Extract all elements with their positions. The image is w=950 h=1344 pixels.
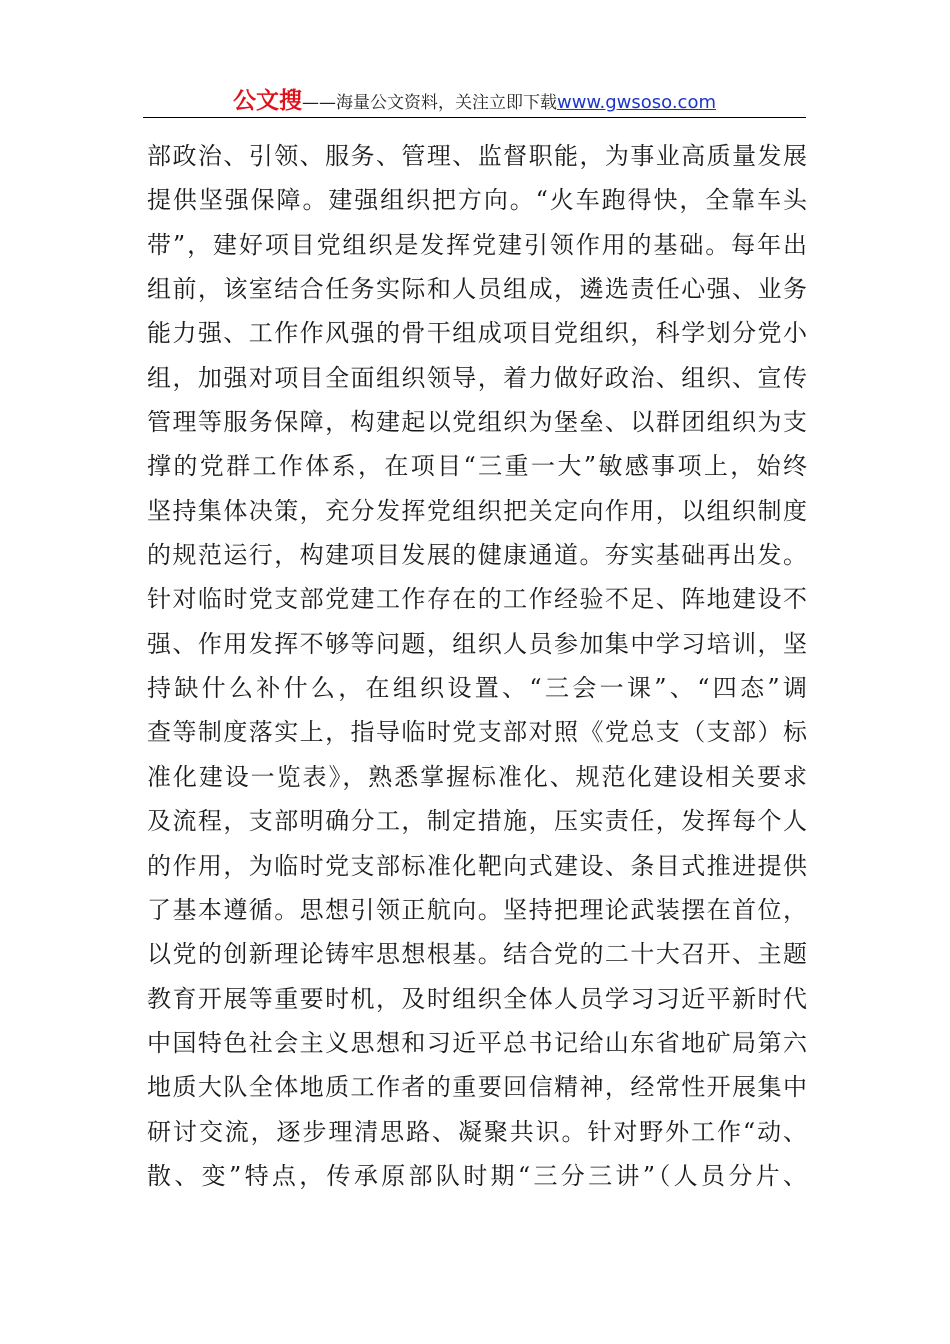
body-line: 组前，该室结合任务实际和人员组成，遴选责任心强、业务: [147, 275, 807, 304]
body-line: 撑的党群工作体系，在项目“三重一大”敏感事项上，始终: [147, 452, 807, 481]
header-tagline: ——海量公文资料，关注立即下载: [301, 93, 557, 113]
body-line: 准化建设一览表》，熟悉掌握标准化、规范化建设相关要求: [147, 762, 807, 791]
body-line: 管理等服务保障，构建起以党组织为堡垒、以群团组织为支: [147, 408, 807, 437]
body-line: 的规范运行，构建项目发展的健康通道。夯实基础再出发。: [147, 541, 807, 570]
brand-logo-text: 公文搜: [232, 88, 302, 114]
page-header: [143, 82, 806, 118]
body-line: 中国特色社会主义思想和习近平总书记给山东省地矿局第六: [147, 1028, 807, 1057]
body-line: 的作用，为临时党支部标准化靶向式建设、条目式推进提供: [147, 851, 807, 880]
body-line: 教育开展等重要时机，及时组织全体人员学习习近平新时代: [147, 984, 807, 1013]
body-line: 地质大队全体地质工作者的重要回信精神，经常性开展集中: [147, 1073, 807, 1102]
body-line: 强、作用发挥不够等问题，组织人员参加集中学习培训，坚: [147, 629, 807, 658]
body-line: 查等制度落实上，指导临时党支部对照《党总支（支部）标: [147, 718, 807, 747]
header-site-link[interactable]: www.gwsoso.com: [556, 92, 716, 113]
body-line: 以党的创新理论铸牢思想根基。结合党的二十大召开、主题: [147, 940, 807, 969]
body-line: 能力强、工作作风强的骨干组成项目党组织，科学划分党小: [147, 319, 807, 348]
body-line: 坚持集体决策，充分发挥党组织把关定向作用，以组织制度: [147, 496, 807, 525]
body-line: 提供坚强保障。建强组织把方向。“火车跑得快，全靠车头: [147, 186, 807, 215]
document-body: [147, 134, 807, 1198]
body-line: 及流程，支部明确分工，制定措施，压实责任，发挥每个人: [147, 807, 807, 836]
body-line: 研讨交流，逐步理清思路、凝聚共识。针对野外工作“动、: [147, 1117, 807, 1146]
body-line: 散、变”特点，传承原部队时期“三分三讲”（人员分片、: [147, 1161, 807, 1190]
body-line: 组，加强对项目全面组织领导，着力做好政治、组织、宣传: [147, 363, 807, 392]
body-line: 了基本遵循。思想引领正航向。坚持把理论武装摆在首位，: [147, 895, 807, 924]
body-line: 持缺什么补什么，在组织设置、“三会一课”、“四态”调: [147, 674, 807, 703]
body-line: 带”，建好项目党组织是发挥党建引领作用的基础。每年出: [147, 230, 807, 259]
body-line: 针对临时党支部党建工作存在的工作经验不足、阵地建设不: [147, 585, 807, 614]
body-line: 部政治、引领、服务、管理、监督职能，为事业高质量发展: [147, 142, 807, 170]
